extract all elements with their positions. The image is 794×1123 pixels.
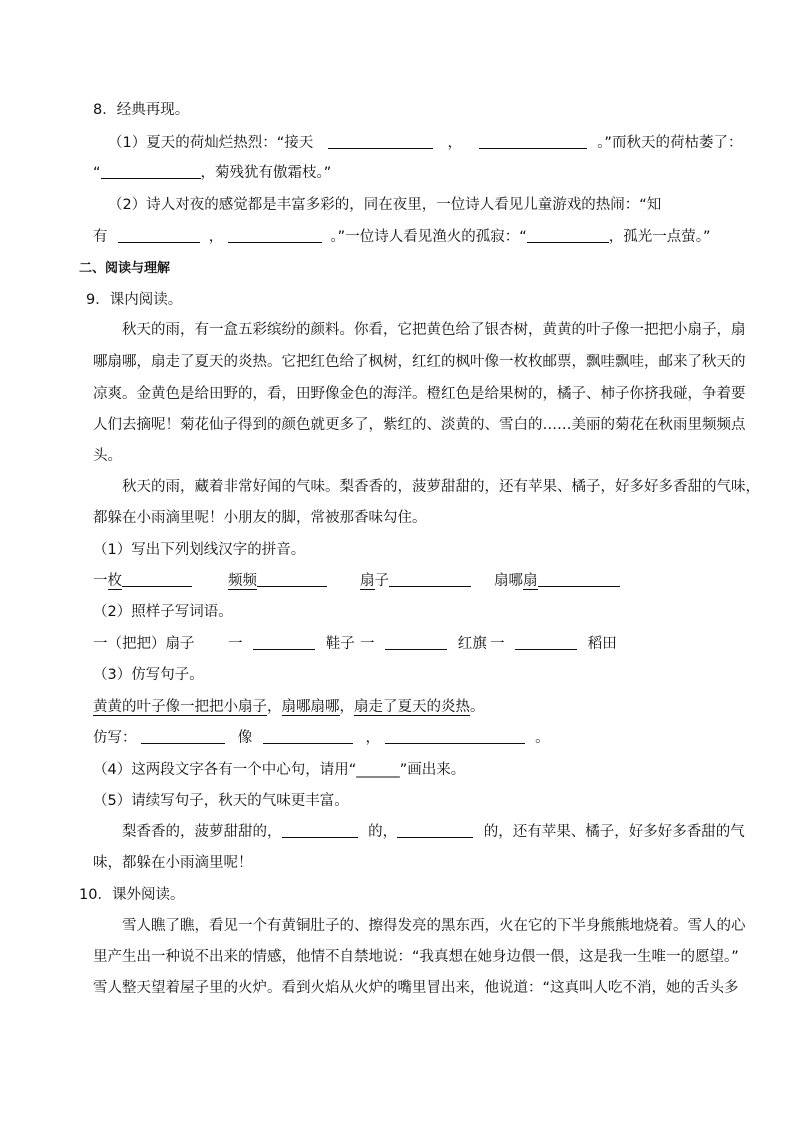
answer-blank[interactable] [101,164,201,179]
imitation-example [93,697,485,717]
continuation-text: 梨香香的，菠萝甜甜的， [122,824,282,840]
pinyin-item [228,571,327,591]
underlined-char: 扇 [360,573,375,589]
q9-title: 9．课内阅读。 [86,292,183,308]
answer-blank[interactable] [118,228,200,243]
q9-para1-line: 凉爽。金黄色是给田野的，看，田野像金色的海洋。橙红色是给果树的，橘子、柿子你挤我碰，争着要 [93,386,746,402]
word-example: 一（把把）扇子 [93,636,195,652]
q8-part1-line1 [108,133,742,153]
imitation-text: 。 [535,730,550,746]
q8-p1-text-e: ，菊残犹有傲霜枝。” [200,165,332,181]
q8-part1-line2 [93,163,331,183]
q10-para-line: 里产生出一种说不出来的情感，他情不自禁地说：“我真想在她身边偎一偎，这是我一生唯一的愿望。” [93,949,739,965]
answer-blank[interactable] [527,228,609,243]
answer-blank[interactable] [228,228,322,243]
word-text: 红旗 [457,636,487,652]
imitation-label: 仿写： [93,730,137,746]
example-phrase: 黄黄的叶子像一把把小扇子 [93,699,267,715]
q8-p2-text-d: 。”一位诗人看见渔火的孤寂：“ [330,229,527,245]
q8-p1-text-b: ， [447,135,462,151]
q9-para2-line: 都躲在小雨滴里呢！小朋友的脚，常被那香味勾住。 [93,510,427,526]
q9-para1-line: 头。 [93,448,122,464]
q8-p1-text-c: 。”而秋天的荷枯萎了： [597,135,743,151]
q9-para2-line: 秋天的雨，藏着非常好闻的气味。梨香香的，菠萝甜甜的，还有苹果、橘子，好多好多香甜的气味， [122,479,760,495]
answer-blank[interactable] [397,823,473,838]
underlined-char: 频 [228,573,243,589]
q10-title: 10．课外阅读。 [79,887,185,903]
pinyin-text: 频 [242,573,257,589]
imitation-text: 像 [237,730,253,746]
dash-text: 一 [360,636,375,652]
answer-blank[interactable] [263,729,353,744]
imitation-text: ， [365,730,380,746]
pinyin-item [494,571,620,591]
answer-blank[interactable] [328,134,433,149]
example-phrase: 扇哪扇哪 [281,699,340,715]
punctuation: ， [339,699,354,715]
answer-blank[interactable] [257,572,327,587]
answer-blank[interactable] [515,635,577,650]
answer-blank[interactable] [141,729,225,744]
q8-title: 8．经典再现。 [93,102,190,118]
pinyin-text: 扇哪 [494,573,523,589]
q8-p2-text-c: ， [208,229,224,245]
continuation-text: 的，还有苹果、橘子，好多好多香甜的气 [483,824,745,840]
q9-para1-line: 人们去摘呢！菊花仙子得到的颜色就更多了，紫红的、淡黄的、雪白的……美丽的菊花在秋雨里频频点 [93,417,746,433]
q9-sub5: （5）请续写句子，秋天的气味更丰富。 [93,793,349,809]
pinyin-item [93,571,192,591]
continuation-line [122,822,745,842]
pinyin-text: 子 [374,573,389,589]
word-item [228,634,355,654]
answer-blank[interactable] [122,572,192,587]
answer-blank[interactable] [282,823,358,838]
q9-para1-line: 秋天的雨，有一盒五彩缤纷的颜料。你看，它把黄色给了银杏树，黄黄的叶子像一把把小扇子，扇 [122,322,746,338]
underlined-char: 枚 [107,573,122,589]
word-item [360,634,487,654]
q9-sub2: （2）照样子写词语。 [93,604,233,620]
punctuation: 。 [470,699,485,715]
answer-blank[interactable] [385,729,525,744]
punctuation: ， [267,699,282,715]
q10-para-line: 雪人瞧了瞧，看见一个有黄铜肚子的、擦得发亮的黑东西，火在它的下半身熊熊地烧着。雪人的心 [122,918,746,934]
continuation-text: 的， [368,824,398,840]
q9-sub1: （1）写出下列划线汉字的拼音。 [93,542,306,558]
q9-para1-line: 哪扇哪，扇走了夏天的炎热。它把红色给了枫树，红红的枫叶像一枚枚邮票，飘哇飘哇，邮来了秋天的 [93,354,746,370]
word-text: 稻田 [587,636,617,652]
answer-blank[interactable] [479,134,587,149]
underlined-char: 扇 [523,573,538,589]
dash-text: 一 [490,636,505,652]
q8-part2-line2 [93,227,710,247]
dash-text: 一 [228,636,243,652]
pinyin-text: 一 [93,573,108,589]
imitation-answer [93,728,550,748]
word-item [490,634,617,654]
pinyin-item [360,571,471,591]
q10-para-line: 雪人整天望着屋子里的火炉。看到火焰从火炉的嘴里冒出来，他说道：“这真叫人吃不消，她的舌头多 [93,980,739,996]
word-text: 鞋子 [325,636,355,652]
answer-blank[interactable] [253,635,315,650]
q8-part2-line1: （2）诗人对夜的感觉都是丰富多彩的，同在夜里，一位诗人看见儿童游戏的热闹：“知 [108,197,662,213]
continuation-line: 味，都躲在小雨滴里呢！ [93,855,253,871]
q8-p2-text-e: ，孤光一点萤。” [608,229,711,245]
example-phrase: 扇走了夏天的炎热 [354,699,470,715]
q8-p1-text-a: （1）夏天的荷灿烂热烈：“接天 [108,135,314,151]
section-heading: 二、阅读与理解 [79,261,171,276]
q9-sub3: （3）仿写句子。 [93,667,204,683]
q9-sub4: （4）这两段文字各有一个中心句，请用“______”画出来。 [93,762,466,778]
answer-blank[interactable] [389,572,471,587]
answer-blank[interactable] [538,572,620,587]
q8-p2-text-b: 有 [93,229,108,245]
answer-blank[interactable] [385,635,447,650]
q8-p1-text-d: “ [93,165,101,181]
